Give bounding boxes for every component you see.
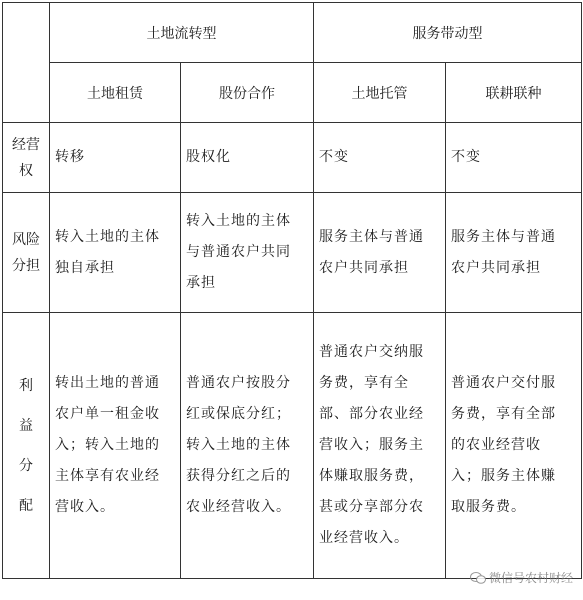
cell-risk-lease: 转入土地的主体 独自承担 [50,193,181,313]
cell-management-joint: 不变 [446,123,582,193]
header-group-row [3,3,582,63]
col-header-land-trusteeship: 土地托管 [314,63,446,123]
row-label-risk-sharing: 风险 分担 [3,193,50,313]
group-header-service-driven: 服务带动型 [314,3,582,63]
wechat-icon [470,572,486,584]
cell-risk-joint: 服务主体与普通 农户共同承担 [446,193,582,313]
col-header-joint-farming: 联耕联种 [446,63,582,123]
row-label-benefit-distribution: 利 益 分 配 [3,313,50,579]
cell-management-share: 股权化 [181,123,314,193]
row-benefit-distribution [3,313,582,579]
watermark-text: 微信号农村财经 [488,571,573,585]
cell-benefit-share: 普通农户按股分 红或保底分红； 转入土地的主体 获得分红之后的 农业经营收入。 [181,313,314,579]
corner-cell [3,3,50,123]
row-management-right [3,123,582,193]
comparison-table [2,2,582,579]
cell-benefit-joint: 普通农户交付服 务费，享有全部 的农业经营收 入；服务主体赚 取服务费。 [446,313,582,579]
cell-management-lease: 转移 [50,123,181,193]
cell-benefit-trusteeship: 普通农户交纳服 务费，享有全 部、部分农业经 营收入；服务主 体赚取服务费， 甚或分享部分农 业经营收入。 [314,313,446,579]
cell-risk-share: 转入土地的主体 与普通农户共同 承担 [181,193,314,313]
cell-benefit-lease: 转出土地的普通 农户单一租金收 入；转入土地的 主体享有农业经 营收入。 [50,313,181,579]
watermark [470,569,573,586]
cell-risk-trusteeship: 服务主体与普通 农户共同承担 [314,193,446,313]
row-risk-sharing [3,193,582,313]
row-label-management-right: 经营 权 [3,123,50,193]
col-header-land-lease: 土地租赁 [50,63,181,123]
header-col-row [3,63,582,123]
cell-management-trusteeship: 不变 [314,123,446,193]
col-header-share-cooperation: 股份合作 [181,63,314,123]
group-header-land-transfer: 土地流转型 [50,3,314,63]
